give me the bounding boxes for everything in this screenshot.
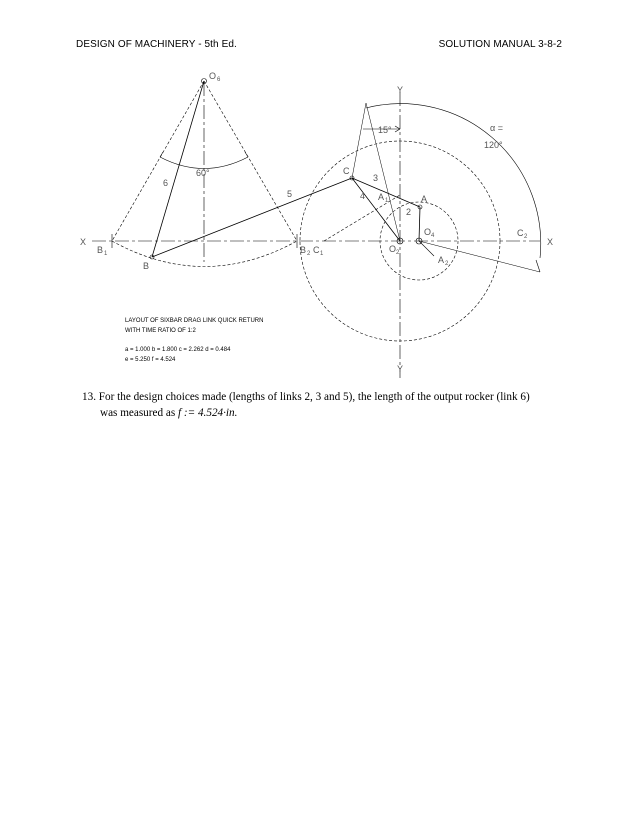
svg-text:1: 1 bbox=[104, 251, 108, 257]
label-link-3: 3 bbox=[373, 173, 379, 183]
label-angle-15: 15° bbox=[378, 125, 392, 135]
label-link-4: 4 bbox=[360, 191, 366, 201]
header-page-ref: SOLUTION MANUAL 3-8-2 bbox=[438, 39, 562, 50]
label-o6: O bbox=[209, 71, 217, 81]
label-angle-60: 60° bbox=[196, 168, 210, 178]
measured-value: f := 4.524·in. bbox=[177, 407, 238, 419]
label-b2: B bbox=[300, 245, 307, 255]
label-o2: O bbox=[389, 244, 397, 254]
label-link-2: 2 bbox=[406, 207, 412, 217]
note-line-2: WITH TIME RATIO OF 1:2 bbox=[125, 328, 196, 334]
label-b1: B bbox=[97, 245, 104, 255]
label-a: A bbox=[421, 194, 428, 204]
link-2 bbox=[419, 207, 420, 241]
linkage-layout-figure bbox=[0, 0, 638, 380]
alpha-arc bbox=[366, 104, 541, 258]
c-extension-line bbox=[352, 103, 366, 178]
label-link-5: 5 bbox=[287, 189, 293, 199]
note-line-3: a = 1.000 b = 1.800 c = 2.262 d = 0.484 bbox=[125, 347, 231, 353]
svg-text:2: 2 bbox=[524, 234, 528, 240]
label-x-left: X bbox=[80, 237, 87, 247]
svg-text:4: 4 bbox=[431, 233, 435, 239]
o6-b2-line bbox=[204, 81, 297, 241]
note-line-1: LAYOUT OF SIXBAR DRAG LINK QUICK RETURN bbox=[125, 318, 264, 324]
b-arc bbox=[112, 241, 297, 267]
svg-text:2: 2 bbox=[445, 261, 449, 267]
problem-13 bbox=[82, 389, 562, 421]
link-5 bbox=[152, 178, 352, 257]
svg-text:2: 2 bbox=[307, 251, 311, 257]
label-y-bottom: Y bbox=[397, 364, 404, 374]
label-c: C bbox=[343, 166, 350, 176]
label-alpha: α = bbox=[490, 123, 503, 133]
label-alpha-value: 120° bbox=[484, 140, 503, 150]
label-o4: O bbox=[424, 227, 432, 237]
header-title: DESIGN OF MACHINERY - 5th Ed. bbox=[76, 39, 237, 50]
svg-text:2: 2 bbox=[396, 250, 400, 256]
o6-b1-line bbox=[112, 81, 204, 241]
label-c1: C bbox=[313, 245, 320, 255]
label-b: B bbox=[143, 261, 150, 271]
label-a2: A bbox=[438, 255, 445, 265]
c1-line bbox=[324, 195, 400, 241]
label-c2: C bbox=[517, 228, 524, 238]
svg-text:1: 1 bbox=[385, 198, 389, 204]
label-y-top: Y bbox=[397, 85, 404, 95]
problem-line-1: 13. For the design choices made (lengths of links 2, 3 and 5), the length of the output rocker (link 6) bbox=[82, 391, 530, 403]
label-a1: A bbox=[378, 192, 385, 202]
note-line-4: e = 5.250 f = 4.524 bbox=[125, 357, 176, 363]
svg-text:1: 1 bbox=[320, 251, 324, 257]
svg-text:6: 6 bbox=[217, 77, 221, 83]
problem-line-2: was measured as f := 4.524·in. bbox=[100, 407, 238, 419]
label-x-right: X bbox=[547, 237, 554, 247]
label-link-6: 6 bbox=[163, 178, 169, 188]
